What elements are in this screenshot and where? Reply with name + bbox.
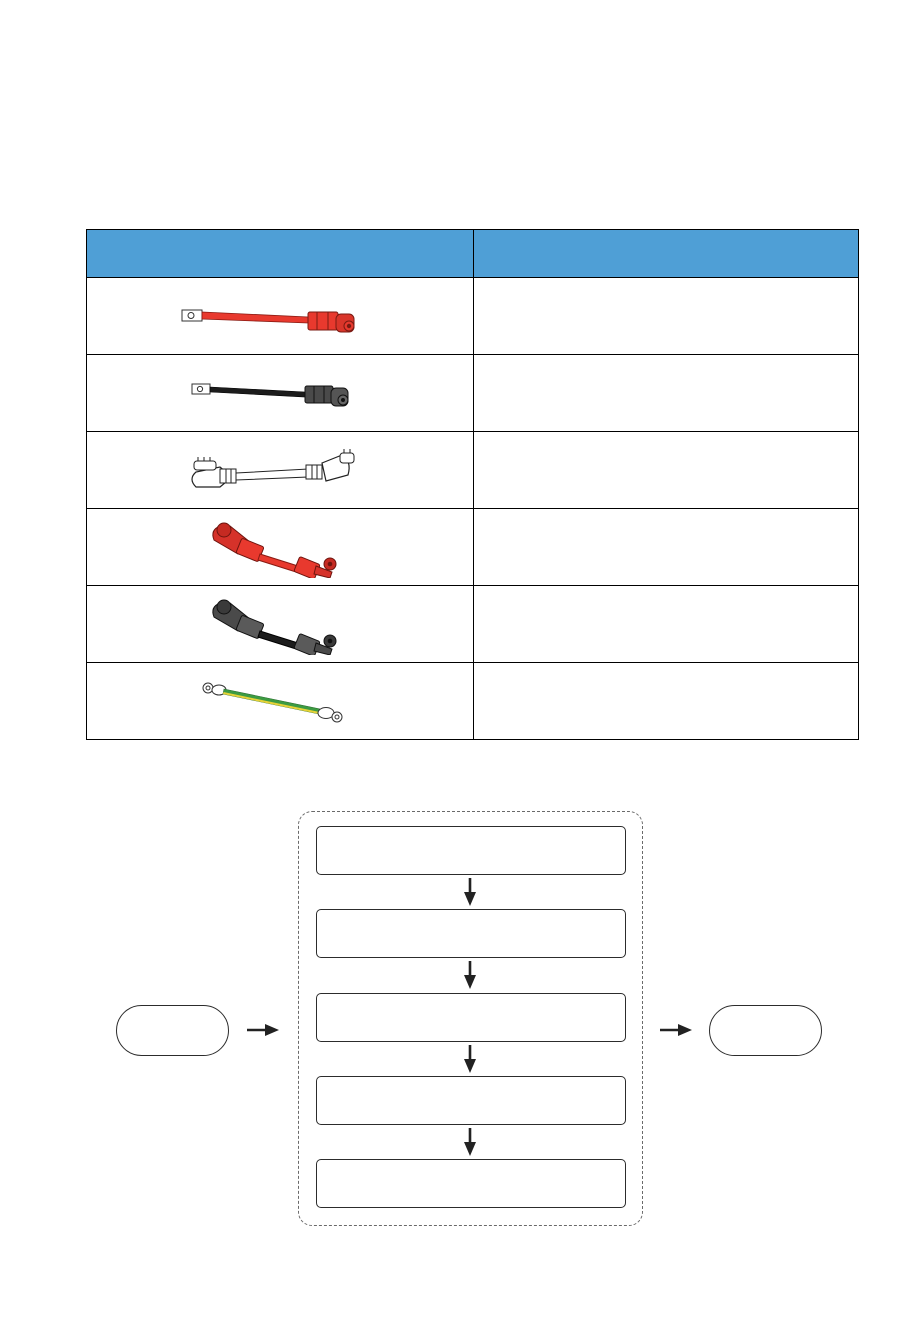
table-row [87,278,859,355]
table-row [87,663,859,740]
flowchart-start-node [116,1005,229,1056]
cable-image-cell [87,355,474,432]
cable-image-cell [87,663,474,740]
table-header-cell-description [474,230,859,278]
cable-image-cell [87,509,474,586]
arrow-down-icon [463,1045,477,1073]
cable-table [86,229,859,740]
table-header-row [87,230,859,278]
cable-image-cell [87,432,474,509]
black-battery-connector-cable-icon [180,593,380,655]
table-row [87,586,859,663]
flowchart-step-box [316,1076,626,1125]
flowchart-step-box [316,826,626,875]
communication-cable-with-connectors-icon [180,447,380,493]
red-power-cable-with-ring-terminal-icon [180,296,380,336]
yellow-green-grounding-cable-icon [180,676,380,726]
cable-description-cell [474,355,859,432]
cable-description-cell [474,663,859,740]
table-row [87,509,859,586]
arrow-right-icon [660,1022,692,1038]
cable-image-cell [87,278,474,355]
cable-description-cell [474,278,859,355]
flowchart-step-box [316,993,626,1042]
table-row [87,432,859,509]
arrow-down-icon [463,1128,477,1156]
cable-description-cell [474,509,859,586]
flowchart-step-box [316,909,626,958]
black-power-cable-with-ring-terminal-icon [180,373,380,413]
red-battery-connector-cable-icon [180,516,380,578]
cable-description-cell [474,586,859,663]
cable-image-cell [87,586,474,663]
table-header-cell-cable [87,230,474,278]
arrow-down-icon [463,961,477,989]
arrow-right-icon [247,1022,279,1038]
flowchart-step-box [316,1159,626,1208]
table-row [87,355,859,432]
arrow-down-icon [463,878,477,906]
flowchart-end-node [709,1005,822,1056]
cable-description-cell [474,432,859,509]
